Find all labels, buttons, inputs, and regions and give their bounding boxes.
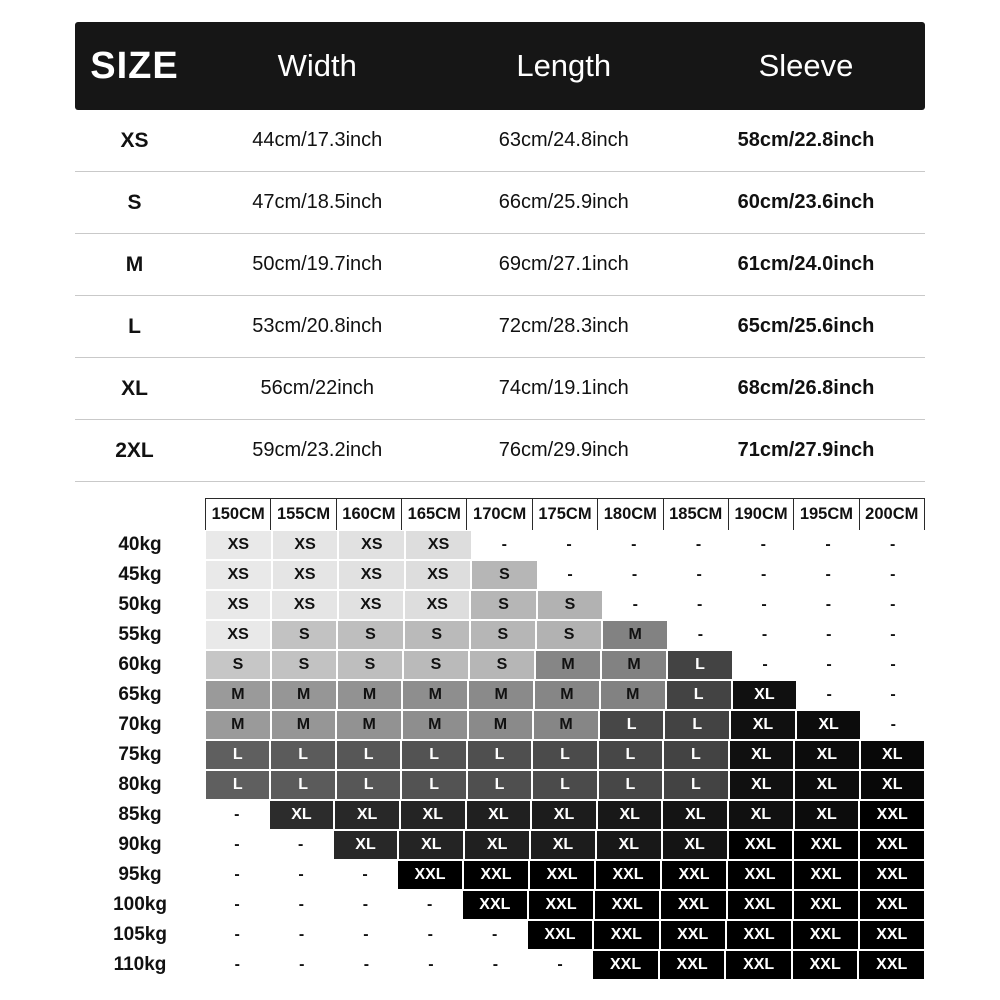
matrix-cell: L <box>336 740 401 770</box>
matrix-cell-empty: - <box>269 830 333 860</box>
matrix-cell: XXL <box>528 890 594 920</box>
matrix-cell-empty: - <box>861 620 925 650</box>
matrix-cell: XL <box>728 800 794 830</box>
height-header: 190CM <box>728 498 793 530</box>
matrix-cell: XL <box>597 800 663 830</box>
size-label: XS <box>120 128 149 152</box>
matrix-cell: S <box>470 590 536 620</box>
matrix-cell-empty: - <box>270 950 335 980</box>
matrix-cell: L <box>667 650 733 680</box>
matrix-cell: XXL <box>793 830 859 860</box>
matrix-cell-empty: - <box>796 590 860 620</box>
matrix-cell-empty: - <box>861 680 925 710</box>
length-value: 74cm/19.1inch <box>498 377 629 399</box>
header-width: Width <box>277 48 357 83</box>
matrix-cell: M <box>601 650 667 680</box>
matrix-cell: M <box>205 710 271 740</box>
matrix-row <box>75 560 925 590</box>
matrix-cell: XXL <box>660 920 726 950</box>
matrix-cell-empty: - <box>732 590 796 620</box>
size-label: L <box>128 314 141 338</box>
matrix-cell-empty: - <box>398 890 462 920</box>
matrix-cell-empty: - <box>205 860 269 890</box>
sleeve-value: 58cm/22.8inch <box>737 129 875 151</box>
matrix-row <box>75 800 925 830</box>
matrix-cell-empty: - <box>333 860 397 890</box>
matrix-cell: L <box>532 770 597 800</box>
size-row-xs <box>75 110 925 172</box>
matrix-cell: L <box>664 710 730 740</box>
matrix-cell: XXL <box>592 950 659 980</box>
height-header: 180CM <box>597 498 662 530</box>
size-label: M <box>125 252 144 276</box>
matrix-cell: XL <box>794 740 859 770</box>
weight-label: 55kg <box>118 624 162 645</box>
matrix-cell: XL <box>860 740 925 770</box>
weight-label: 90kg <box>118 834 162 855</box>
matrix-cell: XXL <box>661 860 727 890</box>
matrix-cell: S <box>337 620 403 650</box>
matrix-cell: M <box>602 620 668 650</box>
matrix-cell: XXL <box>659 950 726 980</box>
size-row-m <box>75 234 925 296</box>
matrix-cell-empty: - <box>602 560 667 590</box>
matrix-cell: L <box>599 710 665 740</box>
matrix-cell-empty: - <box>333 890 397 920</box>
matrix-cell: M <box>336 710 402 740</box>
matrix-cell: XXL <box>725 950 792 980</box>
matrix-corner <box>75 498 205 530</box>
weight-label: 75kg <box>118 744 162 765</box>
matrix-cell-empty: - <box>472 530 537 560</box>
matrix-cell: M <box>271 680 337 710</box>
width-value: 50cm/19.7inch <box>252 253 383 275</box>
matrix-cell: XXL <box>859 860 925 890</box>
matrix-cell: XXL <box>728 830 794 860</box>
height-header: 150CM <box>205 498 270 530</box>
matrix-cell: M <box>337 680 403 710</box>
matrix-row <box>75 950 925 980</box>
matrix-cell-empty: - <box>668 620 732 650</box>
size-row-2xl <box>75 420 925 482</box>
fit-matrix <box>75 498 925 980</box>
matrix-cell-empty: - <box>797 680 861 710</box>
matrix-cell: S <box>471 560 538 590</box>
matrix-cell: L <box>270 740 335 770</box>
matrix-cell: XS <box>338 590 404 620</box>
matrix-cell: L <box>663 770 728 800</box>
matrix-cell: S <box>205 650 271 680</box>
size-row-l <box>75 296 925 358</box>
sleeve-value: 71cm/27.9inch <box>737 439 875 461</box>
matrix-cell: XL <box>596 830 662 860</box>
matrix-cell: S <box>337 650 403 680</box>
width-value: 56cm/22inch <box>260 377 374 399</box>
matrix-cell: XXL <box>593 920 659 950</box>
matrix-cell-empty: - <box>269 890 333 920</box>
matrix-cell: XS <box>338 560 405 590</box>
matrix-cell: L <box>467 740 532 770</box>
matrix-cell: S <box>404 620 470 650</box>
matrix-cell: S <box>403 650 469 680</box>
matrix-row <box>75 860 925 890</box>
height-header: 155CM <box>270 498 335 530</box>
matrix-cell-empty: - <box>861 590 925 620</box>
matrix-cell: XL <box>860 770 925 800</box>
weight-label: 40kg <box>118 534 162 555</box>
matrix-cell-empty: - <box>463 950 528 980</box>
matrix-cell: L <box>205 770 270 800</box>
width-value: 59cm/23.2inch <box>252 439 383 461</box>
matrix-cell: S <box>271 650 337 680</box>
matrix-cell-empty: - <box>667 560 732 590</box>
matrix-cell-empty: - <box>733 650 797 680</box>
matrix-cell: XS <box>272 560 339 590</box>
fit-matrix-body <box>75 530 925 980</box>
matrix-row <box>75 710 925 740</box>
matrix-cell: XXL <box>859 800 925 830</box>
matrix-cell-empty: - <box>733 620 797 650</box>
matrix-cell: XL <box>662 800 728 830</box>
size-label: 2XL <box>115 438 154 462</box>
sleeve-value: 68cm/26.8inch <box>737 377 875 399</box>
matrix-cell-empty: - <box>860 560 925 590</box>
matrix-cell: XL <box>530 830 596 860</box>
matrix-cell: L <box>467 770 532 800</box>
matrix-cell: XXL <box>595 860 661 890</box>
header-sleeve: Sleeve <box>758 48 854 83</box>
matrix-cell: M <box>533 710 599 740</box>
matrix-cell: M <box>600 680 666 710</box>
matrix-cell: XL <box>269 800 335 830</box>
matrix-row <box>75 770 925 800</box>
size-table-header <box>75 22 925 110</box>
weight-label: 65kg <box>118 684 162 705</box>
length-value: 72cm/28.3inch <box>498 315 629 337</box>
size-label: XL <box>121 376 148 400</box>
matrix-cell: XXL <box>727 860 793 890</box>
weight-label: 70kg <box>118 714 162 735</box>
size-label: S <box>127 190 142 214</box>
matrix-cell: XL <box>662 830 728 860</box>
sleeve-value: 61cm/24.0inch <box>737 253 875 275</box>
matrix-cell: XL <box>400 800 466 830</box>
matrix-cell-empty: - <box>537 530 602 560</box>
matrix-cell-empty: - <box>860 530 925 560</box>
weight-label: 85kg <box>118 804 162 825</box>
length-value: 66cm/25.9inch <box>498 191 629 213</box>
matrix-row <box>75 680 925 710</box>
matrix-cell-empty: - <box>205 890 269 920</box>
size-row-xl <box>75 358 925 420</box>
matrix-cell-empty: - <box>796 530 861 560</box>
weight-label: 110kg <box>113 954 167 975</box>
matrix-cell: XXL <box>726 920 792 950</box>
matrix-cell-empty: - <box>205 800 269 830</box>
matrix-cell: XXL <box>793 890 859 920</box>
matrix-cell: M <box>402 680 468 710</box>
matrix-cell: L <box>205 740 270 770</box>
matrix-cell: L <box>666 680 732 710</box>
matrix-cell: XL <box>794 770 859 800</box>
matrix-cell: XXL <box>397 860 463 890</box>
matrix-row <box>75 620 925 650</box>
matrix-row <box>75 530 925 560</box>
matrix-cell: XXL <box>859 920 925 950</box>
matrix-cell: L <box>401 770 466 800</box>
matrix-cell: M <box>402 710 468 740</box>
matrix-cell-empty: - <box>666 530 731 560</box>
matrix-cell: XL <box>796 710 862 740</box>
matrix-cell: L <box>598 770 663 800</box>
matrix-cell-empty: - <box>398 920 462 950</box>
matrix-cell: XXL <box>859 890 925 920</box>
matrix-cell-empty: - <box>205 920 269 950</box>
matrix-cell: XXL <box>462 890 528 920</box>
matrix-cell: XL <box>732 680 798 710</box>
matrix-cell: M <box>271 710 337 740</box>
matrix-cell: L <box>663 740 728 770</box>
height-header: 170CM <box>466 498 531 530</box>
matrix-cell-empty: - <box>269 860 333 890</box>
matrix-cell-empty: - <box>205 830 269 860</box>
matrix-cell: L <box>336 770 401 800</box>
matrix-cell: XL <box>333 830 399 860</box>
width-value: 53cm/20.8inch <box>252 315 383 337</box>
matrix-cell: XXL <box>727 890 793 920</box>
matrix-cell: XS <box>338 530 405 560</box>
size-row-s <box>75 172 925 234</box>
matrix-cell: M <box>205 680 271 710</box>
matrix-row <box>75 890 925 920</box>
header-length: Length <box>516 48 612 83</box>
matrix-cell: XL <box>334 800 400 830</box>
length-value: 63cm/24.8inch <box>498 129 629 151</box>
matrix-cell: XL <box>466 800 532 830</box>
matrix-cell-empty: - <box>731 530 796 560</box>
matrix-cell: L <box>270 770 335 800</box>
weight-label: 80kg <box>118 774 162 795</box>
width-value: 47cm/18.5inch <box>252 191 383 213</box>
matrix-cell: S <box>469 650 535 680</box>
matrix-cell: XS <box>272 530 339 560</box>
matrix-cell-empty: - <box>528 950 593 980</box>
matrix-cell: XS <box>405 560 472 590</box>
weight-label: 105kg <box>113 924 167 945</box>
matrix-cell-empty: - <box>603 590 667 620</box>
matrix-cell: M <box>468 710 534 740</box>
length-value: 76cm/29.9inch <box>498 439 629 461</box>
height-header: 175CM <box>532 498 597 530</box>
matrix-cell: XXL <box>858 950 925 980</box>
matrix-row <box>75 650 925 680</box>
matrix-cell-empty: - <box>797 650 861 680</box>
height-header: 160CM <box>336 498 401 530</box>
weight-label: 100kg <box>113 894 167 915</box>
weight-label: 95kg <box>118 864 162 885</box>
matrix-cell: XXL <box>793 860 859 890</box>
matrix-cell-empty: - <box>399 950 464 980</box>
fit-matrix-header <box>75 498 925 530</box>
matrix-cell-empty: - <box>861 650 925 680</box>
matrix-cell: XS <box>271 590 337 620</box>
matrix-cell: S <box>271 620 337 650</box>
matrix-cell: XXL <box>792 920 858 950</box>
matrix-cell: XL <box>464 830 530 860</box>
height-header: 165CM <box>401 498 466 530</box>
matrix-cell: XXL <box>792 950 859 980</box>
matrix-cell-empty: - <box>462 920 526 950</box>
matrix-cell: XL <box>729 740 794 770</box>
matrix-cell: M <box>535 650 601 680</box>
sleeve-value: 60cm/23.6inch <box>737 191 875 213</box>
matrix-cell: XL <box>794 800 860 830</box>
sleeve-value: 65cm/25.6inch <box>737 315 875 337</box>
matrix-cell-empty: - <box>334 920 398 950</box>
matrix-cell: XL <box>398 830 464 860</box>
weight-label: 45kg <box>118 564 162 585</box>
matrix-cell-empty: - <box>796 560 861 590</box>
matrix-cell-empty: - <box>861 710 925 740</box>
matrix-cell: XXL <box>594 890 660 920</box>
matrix-cell: XXL <box>859 830 925 860</box>
weight-label: 50kg <box>118 594 162 615</box>
matrix-cell: XL <box>730 710 796 740</box>
matrix-cell: S <box>536 620 602 650</box>
matrix-cell-empty: - <box>731 560 796 590</box>
matrix-cell: S <box>470 620 536 650</box>
height-header: 200CM <box>859 498 925 530</box>
matrix-cell: XS <box>205 590 271 620</box>
length-value: 69cm/27.1inch <box>498 253 629 275</box>
matrix-cell: L <box>532 740 597 770</box>
weight-label: 60kg <box>118 654 162 675</box>
matrix-row <box>75 740 925 770</box>
matrix-cell: XS <box>205 530 272 560</box>
matrix-cell: L <box>401 740 466 770</box>
matrix-cell-empty: - <box>797 620 861 650</box>
matrix-cell-empty: - <box>334 950 399 980</box>
width-value: 44cm/17.3inch <box>252 129 383 151</box>
matrix-cell: XL <box>729 770 794 800</box>
height-header: 185CM <box>663 498 728 530</box>
matrix-cell-empty: - <box>205 950 270 980</box>
matrix-cell: XXL <box>660 890 726 920</box>
matrix-row <box>75 920 925 950</box>
height-header: 195CM <box>793 498 858 530</box>
matrix-cell: XS <box>205 620 271 650</box>
matrix-cell: XL <box>531 800 597 830</box>
matrix-cell: M <box>534 680 600 710</box>
matrix-cell-empty: - <box>668 590 732 620</box>
matrix-cell: M <box>468 680 534 710</box>
matrix-cell-empty: - <box>538 560 603 590</box>
matrix-row <box>75 590 925 620</box>
matrix-cell-empty: - <box>269 920 333 950</box>
matrix-cell: L <box>598 740 663 770</box>
matrix-cell: XS <box>205 560 272 590</box>
size-table <box>75 22 925 482</box>
matrix-cell: XXL <box>463 860 529 890</box>
matrix-cell: XS <box>405 530 472 560</box>
matrix-row <box>75 830 925 860</box>
matrix-cell: XXL <box>527 920 593 950</box>
matrix-cell-empty: - <box>601 530 666 560</box>
matrix-cell: XXL <box>529 860 595 890</box>
size-table-body <box>75 110 925 482</box>
header-size: SIZE <box>90 44 179 87</box>
matrix-cell: S <box>537 590 603 620</box>
matrix-cell: XS <box>404 590 470 620</box>
